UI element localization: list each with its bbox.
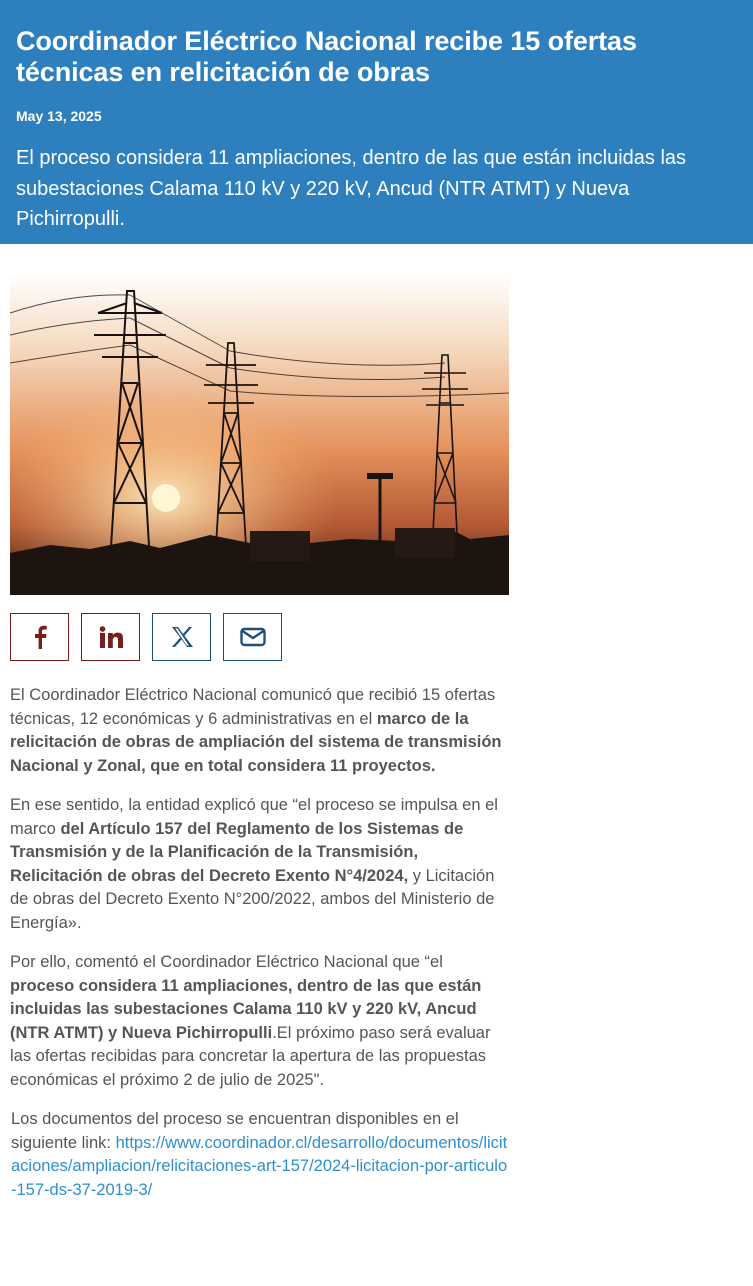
paragraph-4 <box>10 1108 510 1202</box>
paragraph-2 <box>10 794 510 935</box>
page-title: Coordinador Eléctrico Nacional recibe 15 ofertas técnicas en relicitación de obras <box>16 26 637 87</box>
paragraph-text: En ese sentido, la entidad explicó que “el proceso se impulsa en el marco <box>10 796 498 838</box>
mail-icon <box>240 627 266 647</box>
article-body <box>10 684 510 1218</box>
paragraph-text: .El próximo paso será evaluar las ofertas recibidas para concretar la apertura de las propuestas económicas el próximo 2 de julio de 2025". <box>10 1023 491 1089</box>
share-x-button[interactable] <box>152 613 211 661</box>
share-email-button[interactable] <box>223 613 282 661</box>
facebook-icon <box>32 625 48 649</box>
paragraph-text: El Coordinador Eléctrico Nacional comunicó que recibió 15 ofertas técnicas, 12 económicas y 6 administrativas en el <box>10 686 496 728</box>
paragraph-text: Por ello, comentó el Coordinador Eléctrico Nacional que “el <box>10 953 443 971</box>
paragraph-text: Los documentos del proceso se encuentran disponibles en el siguiente link: <box>11 1110 459 1152</box>
share-facebook-button[interactable] <box>10 613 69 661</box>
paragraph-emphasis: del Artículo 157 del Reglamento de los Sistemas de Transmisión y de la Planificación de la Transmisión, Relicitación de obras del Decreto Exento N°4/2024, <box>10 819 464 885</box>
paragraph-emphasis: marco de la relicitación de obras de ampliación del sistema de transmisión Nacional y Zonal, que en total considera 11 proyectos. <box>10 709 502 775</box>
article-header <box>0 0 753 244</box>
article-lead: El proceso considera 11 ampliaciones, dentro de las que están incluidas las subestaciones Calama 110 kV y 220 kV, Ancud (NTR ATMT) y Nueva Pichirropulli. <box>16 147 687 230</box>
paragraph-1 <box>10 684 510 778</box>
paragraph-3 <box>10 951 510 1092</box>
paragraph-text: y Licitación de obras del Decreto Exento N°200/2022, ambos del Ministerio de Energía». <box>10 866 495 932</box>
article-image-transmission-towers <box>10 273 509 595</box>
share-linkedin-button[interactable] <box>81 613 140 661</box>
paragraph-emphasis: proceso considera 11 ampliaciones, dentro de las que están incluidas las subestaciones Calama 110 kV y 220 kV, Ancud (NTR ATMT) y Nueva Pichirropulli <box>10 976 482 1042</box>
documents-link[interactable]: https://www.coordinador.cl/desarrollo/documentos/licitaciones/ampliacion/relicitaciones-art-157/2024-licitacion-por-articulo-157-ds-37-2019-3/ <box>11 1133 508 1199</box>
x-icon <box>171 627 193 647</box>
linkedin-icon <box>99 626 123 648</box>
publish-date: May 13, 2025 <box>16 108 102 124</box>
share-buttons <box>10 613 282 661</box>
